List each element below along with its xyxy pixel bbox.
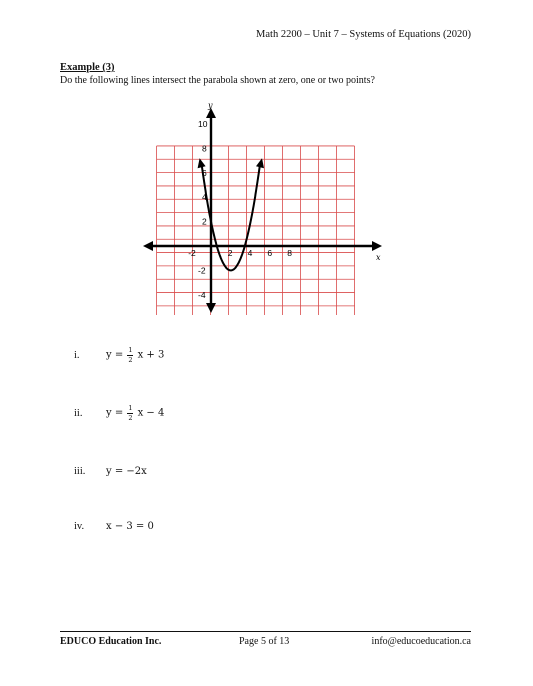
parabola-graph xyxy=(140,100,385,315)
parabola-arrow xyxy=(256,158,264,168)
example-question: Do the following lines intersect the parabola shown at zero, one or two points? xyxy=(60,75,375,86)
list-item xyxy=(74,405,164,421)
equation xyxy=(106,347,164,363)
y-tick-label: 2 xyxy=(202,216,207,227)
x-tick-label: 4 xyxy=(247,248,253,258)
y-axis-label: y xyxy=(208,101,213,110)
y-tick-label: 6 xyxy=(202,167,207,178)
footer-divider xyxy=(60,631,471,632)
equation-lhs: y = xyxy=(106,407,124,419)
parabola-arrow xyxy=(198,158,206,168)
equation-lhs: y = xyxy=(106,349,124,361)
fraction xyxy=(127,347,133,363)
equation-rhs: x + 3 xyxy=(137,349,165,361)
fraction xyxy=(127,405,133,421)
footer-company: EDUCO Education Inc. xyxy=(60,636,162,647)
fraction-denominator: 2 xyxy=(128,355,133,364)
x-axis-arrow xyxy=(143,241,153,251)
x-axis-label: x xyxy=(376,253,381,262)
x-tick-label: 6 xyxy=(267,248,273,258)
x-tick-label: -2 xyxy=(188,248,196,258)
list-item xyxy=(74,466,147,477)
footer-page-number: Page 5 of 13 xyxy=(239,636,290,647)
fraction-numerator: 1 xyxy=(128,404,133,412)
equation-rhs: x − 4 xyxy=(137,407,165,419)
y-tick-label: 4 xyxy=(202,192,207,203)
item-number: i. xyxy=(74,349,80,361)
footer-email: info@educoeducation.ca xyxy=(371,636,471,647)
item-number: iv. xyxy=(74,521,85,532)
list-item xyxy=(74,521,154,532)
y-axis-arrow xyxy=(206,303,216,313)
x-tick-label: 8 xyxy=(287,248,292,258)
equation xyxy=(106,405,164,421)
y-tick-label: -4 xyxy=(198,289,206,300)
x-axis-arrow xyxy=(372,241,382,251)
equation: y = −2x xyxy=(106,466,147,477)
item-number: ii. xyxy=(74,407,83,419)
x-tick-label: 2 xyxy=(227,248,233,258)
y-tick-label: 10 xyxy=(198,119,208,129)
list-item xyxy=(74,347,164,363)
page-header: Math 2200 – Unit 7 – Systems of Equations (2020) xyxy=(256,29,471,40)
example-title: Example (3) xyxy=(60,62,115,73)
y-tick-label: -2 xyxy=(198,265,206,276)
y-tick-label: 8 xyxy=(202,143,207,154)
item-number: iii. xyxy=(74,466,86,477)
fraction-numerator: 1 xyxy=(128,346,133,354)
fraction-denominator: 2 xyxy=(128,413,133,422)
equation: x − 3 = 0 xyxy=(106,521,154,532)
